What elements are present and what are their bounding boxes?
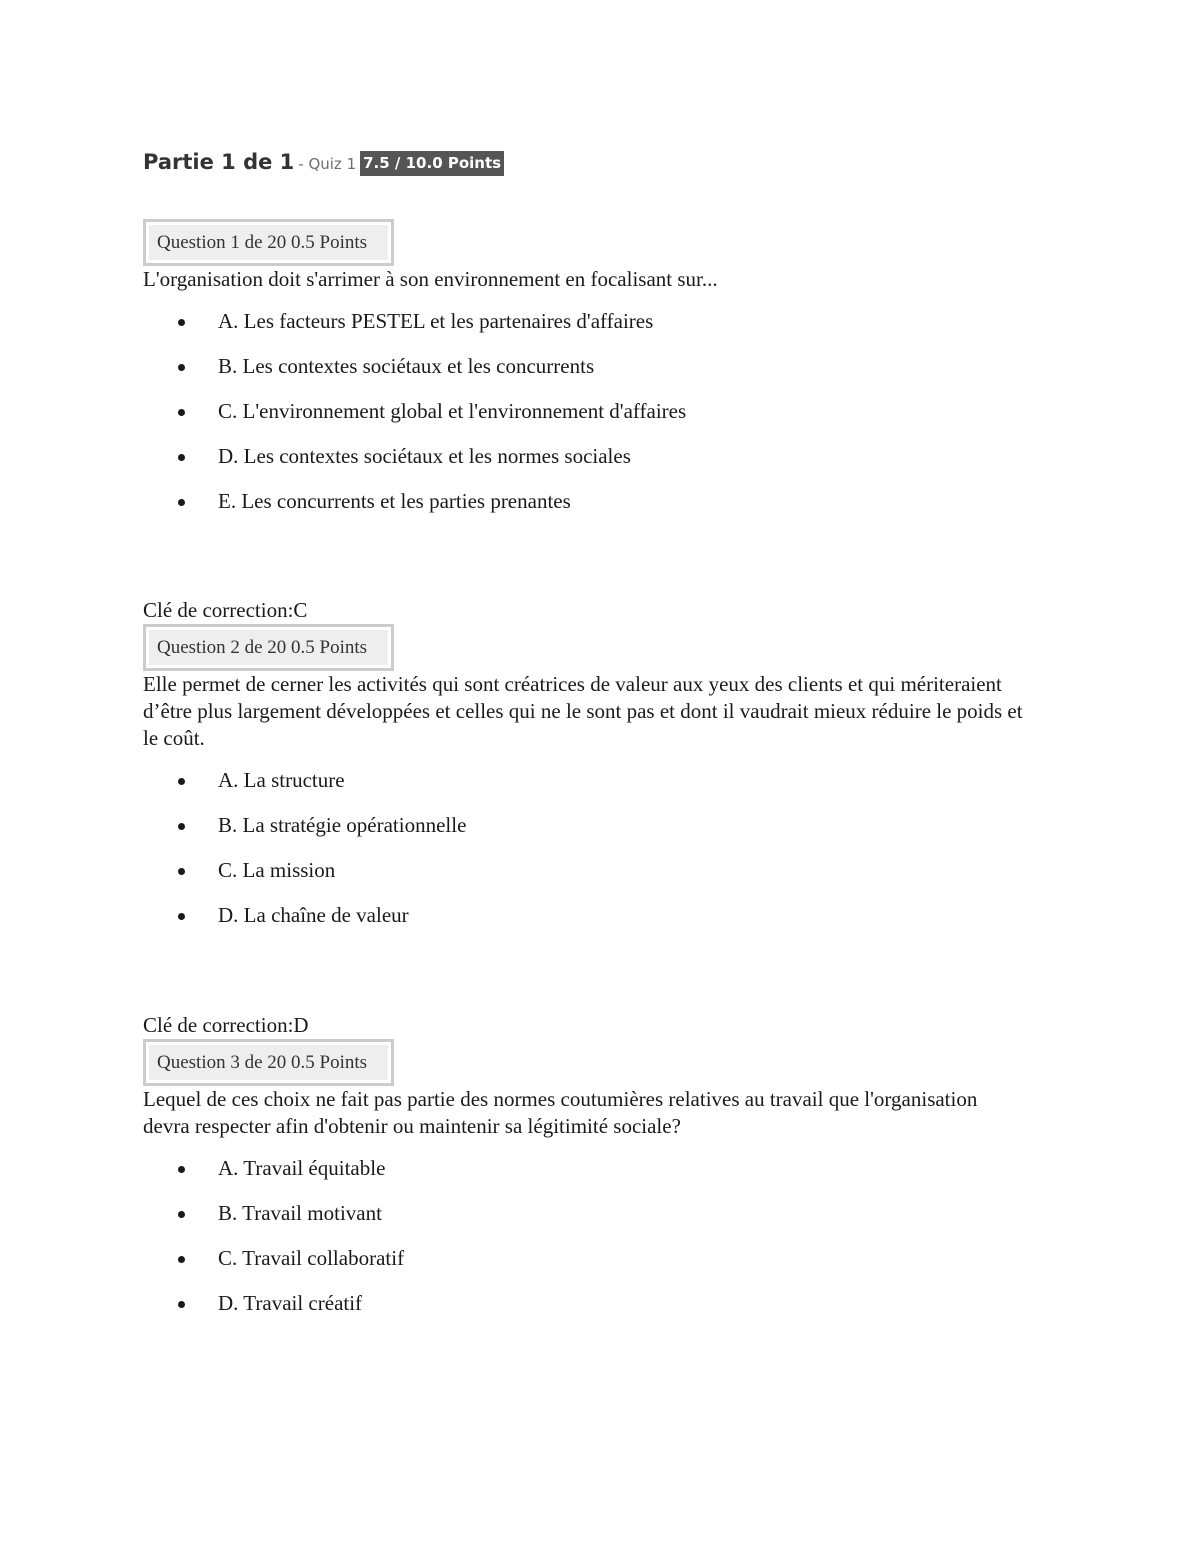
option-item	[143, 857, 1043, 902]
option-text: D. La chaîne de valeur	[218, 903, 409, 927]
quiz-header	[143, 150, 504, 176]
option-item	[143, 767, 1043, 812]
question-text: Elle permet de cerner les activités qui sont créatrices de valeur aux yeux des clients et qui mériteraient d’être plus largement développées et celles qui ne le sont pas et dont il vaudrait mieux réduire le poids et le coût.	[143, 672, 1023, 750]
question-label	[143, 624, 394, 671]
bullet-icon	[178, 319, 185, 326]
option-text: D. Les contextes sociétaux et les normes sociales	[218, 444, 631, 468]
option-item	[143, 1200, 1043, 1245]
question-3	[143, 1039, 1043, 1335]
option-item	[143, 488, 1043, 533]
option-text: E. Les concurrents et les parties prenantes	[218, 489, 571, 513]
option-item	[143, 398, 1043, 443]
part-title: Partie 1 de 1	[143, 150, 295, 174]
answer-key-2: Clé de correction:D	[143, 1013, 309, 1037]
quiz-name: - Quiz 1	[298, 155, 357, 173]
option-text: C. La mission	[218, 858, 336, 882]
option-text: A. Les facteurs PESTEL et les partenaires d'affaires	[218, 309, 654, 333]
bullet-icon	[178, 868, 185, 875]
option-item	[143, 1290, 1043, 1335]
option-list	[143, 308, 1043, 533]
option-text: B. La stratégie opérationnelle	[218, 813, 467, 837]
score-badge: 7.5 / 10.0 Points	[360, 151, 504, 176]
option-text: C. Travail collaboratif	[218, 1246, 405, 1270]
option-item	[143, 353, 1043, 398]
question-label	[143, 219, 394, 266]
bullet-icon	[178, 499, 185, 506]
option-text: A. La structure	[218, 768, 345, 792]
question-label	[143, 1039, 394, 1086]
answer-key-1: Clé de correction:C	[143, 598, 308, 622]
option-list	[143, 1155, 1043, 1335]
question-2	[143, 624, 1043, 947]
bullet-icon	[178, 454, 185, 461]
question-text: Lequel de ces choix ne fait pas partie des normes coutumières relatives au travail que l'organisation devra respecter afin d'obtenir ou maintenir sa légitimité sociale?	[143, 1087, 978, 1138]
bullet-icon	[178, 778, 185, 785]
bullet-icon	[178, 913, 185, 920]
bullet-icon	[178, 1166, 185, 1173]
bullet-icon	[178, 1301, 185, 1308]
option-item	[143, 1245, 1043, 1290]
bullet-icon	[178, 409, 185, 416]
option-text: B. Les contextes sociétaux et les concurrents	[218, 354, 595, 378]
bullet-icon	[178, 364, 185, 371]
question-label-text: Question 2 de 20 0.5 Points	[149, 630, 388, 665]
option-text: C. L'environnement global et l'environnement d'affaires	[218, 399, 687, 423]
question-label-text: Question 3 de 20 0.5 Points	[149, 1045, 388, 1080]
option-item	[143, 308, 1043, 353]
option-item	[143, 1155, 1043, 1200]
question-text: L'organisation doit s'arrimer à son environnement en focalisant sur...	[143, 267, 718, 291]
option-item	[143, 443, 1043, 488]
bullet-icon	[178, 1211, 185, 1218]
option-text: D. Travail créatif	[218, 1291, 363, 1315]
question-1	[143, 219, 1043, 533]
option-text: B. Travail motivant	[218, 1201, 382, 1225]
option-list	[143, 767, 1043, 947]
bullet-icon	[178, 823, 185, 830]
option-item	[143, 812, 1043, 857]
option-text: A. Travail équitable	[218, 1156, 386, 1180]
option-item	[143, 902, 1043, 947]
question-label-text: Question 1 de 20 0.5 Points	[149, 225, 388, 260]
bullet-icon	[178, 1256, 185, 1263]
